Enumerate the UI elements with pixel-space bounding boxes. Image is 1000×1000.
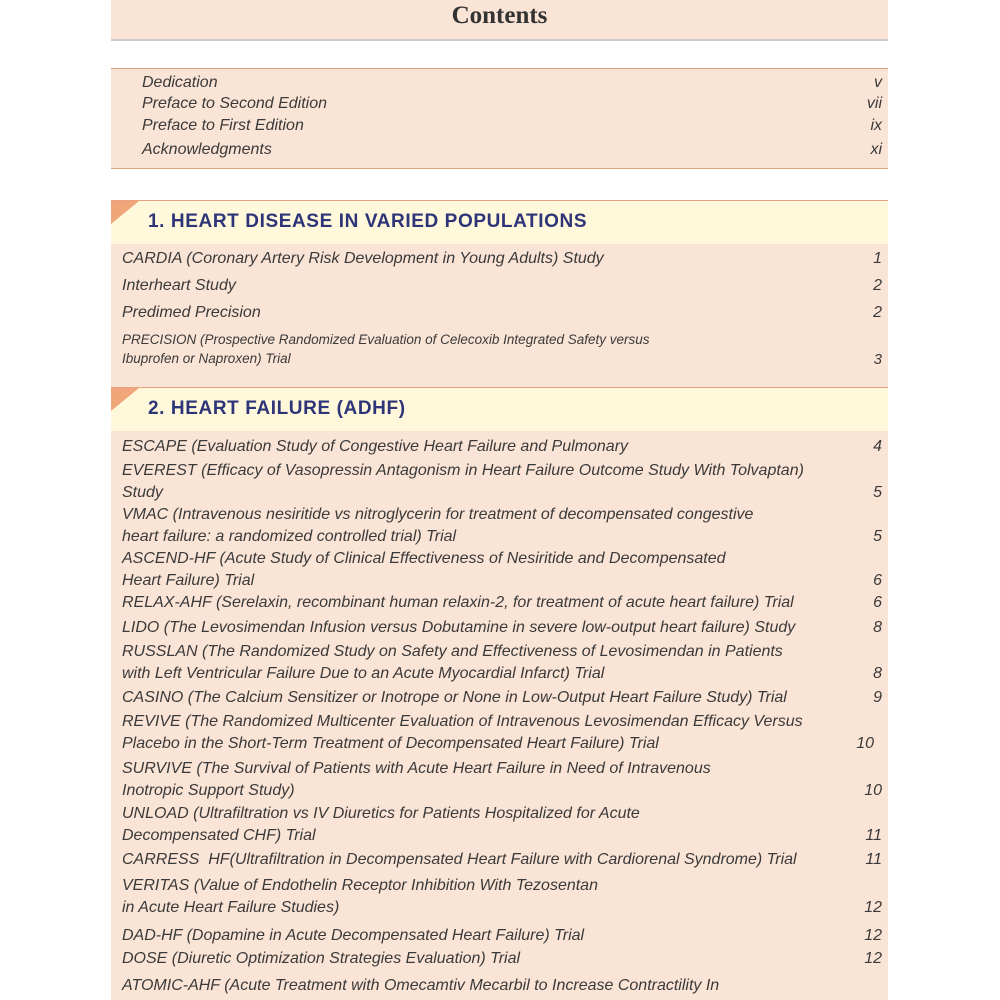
corner-tab-icon xyxy=(111,201,139,224)
toc-entry[interactable] xyxy=(122,759,882,803)
entry-text-line-1: VMAC (Intravenous nesiritide vs nitroglycerin for treatment of decompensated congestive xyxy=(122,506,754,523)
entry-text: CARRESS HF(Ultrafiltration in Decompensated Heart Failure with Cardiorenal Syndrome) Trial xyxy=(122,851,797,868)
entry-page: 11 xyxy=(865,827,882,844)
entry-page: 12 xyxy=(864,950,882,967)
entry-text-line-2: Ibuprofen or Naproxen) Trial xyxy=(122,351,291,366)
section-header xyxy=(111,387,888,431)
front-matter-page: vii xyxy=(866,95,882,112)
entry-text: ESCAPE (Evaluation Study of Congestive Heart Failure and Pulmonary xyxy=(122,438,629,455)
front-matter-label: Dedication xyxy=(142,74,218,91)
entry-page: 1 xyxy=(873,250,882,267)
entry-text-line-2: in Acute Heart Failure Studies) xyxy=(122,899,340,916)
toc-entry[interactable] xyxy=(122,248,882,272)
corner-tab-icon xyxy=(111,388,139,411)
entry-page: 8 xyxy=(873,665,882,682)
entry-page: 2 xyxy=(873,277,882,294)
front-matter-list xyxy=(111,68,888,169)
entry-text-line-2: Decompensated CHF) Trial xyxy=(122,827,316,844)
entry-text-line-2: Study xyxy=(122,484,163,501)
entry-page: 10 xyxy=(856,735,874,752)
front-matter-label: Acknowledgments xyxy=(142,141,272,158)
toc-entry[interactable] xyxy=(122,593,882,615)
section-title: 1. HEART DISEASE IN VARIED POPULATIONS xyxy=(148,211,588,232)
entry-page: 11 xyxy=(865,851,882,868)
toc-entry[interactable] xyxy=(122,437,882,459)
entry-text: LIDO (The Levosimendan Infusion versus Dobutamine in severe low-output heart failure) Study xyxy=(122,619,796,636)
front-matter-item-dedication[interactable] xyxy=(142,72,882,94)
entry-text: DAD-HF (Dopamine in Acute Decompensated Heart Failure) Trial xyxy=(122,927,585,944)
entry-text-line-2: with Left Ventricular Failure Due to an Acute Myocardial Infarct) Trial xyxy=(122,665,605,682)
entry-text-line-1: RUSSLAN (The Randomized Study on Safety and Effectiveness of Levosimendan in Patients xyxy=(122,643,783,660)
section-header xyxy=(111,200,888,244)
entry-page: 2 xyxy=(873,304,882,321)
front-matter-page: xi xyxy=(870,141,882,158)
entry-page: 5 xyxy=(873,484,882,501)
entry-text-line-1: PRECISION (Prospective Randomized Evaluation of Celecoxib Integrated Safety versus xyxy=(122,332,650,347)
entry-text-line-2: Placebo in the Short-Term Treatment of Decompensated Heart Failure) Trial xyxy=(122,735,659,752)
front-matter-item-acknowledgments[interactable] xyxy=(142,139,882,161)
entry-text: Interheart Study xyxy=(122,277,236,294)
entry-text-line-1: SURVIVE (The Survival of Patients with Acute Heart Failure in Need of Intravenous xyxy=(122,760,711,777)
entry-text: Predimed Precision xyxy=(122,304,261,321)
entry-text-line-1: REVIVE (The Randomized Multicenter Evaluation of Intravenous Levosimendan Efficacy Versus xyxy=(122,713,803,730)
contents-page xyxy=(111,0,888,1000)
entry-text-line-2: Heart Failure) Trial xyxy=(122,572,255,589)
entry-text: DOSE (Diuretic Optimization Strategies Evaluation) Trial xyxy=(122,950,521,967)
entry-page: 6 xyxy=(873,572,882,589)
entry-page: 8 xyxy=(873,619,882,636)
section-2 xyxy=(111,387,888,1000)
page-title: Contents xyxy=(451,2,548,29)
toc-entry[interactable] xyxy=(122,876,882,920)
toc-entry[interactable] xyxy=(122,688,882,710)
entry-page: 6 xyxy=(873,594,882,611)
entry-text-line-2: Inotropic Support Study) xyxy=(122,782,295,799)
toc-entry[interactable] xyxy=(122,949,882,971)
entry-text-line-1: VERITAS (Value of Endothelin Receptor Inhibition With Tezosentan xyxy=(122,877,598,894)
toc-entry[interactable] xyxy=(122,804,882,848)
entry-page: 9 xyxy=(873,689,882,706)
toc-entry[interactable] xyxy=(122,302,882,326)
toc-entry[interactable] xyxy=(122,461,882,505)
entry-text: CASINO (The Calcium Sensitizer or Inotrope or None in Low-Output Heart Failure Study) Trial xyxy=(122,689,787,706)
entry-page: 5 xyxy=(873,528,882,545)
front-matter-item-preface-first[interactable] xyxy=(142,115,882,137)
toc-entry[interactable] xyxy=(122,926,882,948)
entry-page: 4 xyxy=(873,438,882,455)
entry-text-line-1: EVEREST (Efficacy of Vasopressin Antagonism in Heart Failure Outcome Study With Tolvaptan) xyxy=(122,462,804,479)
entry-page: 12 xyxy=(864,927,882,944)
front-matter-page: ix xyxy=(870,117,882,134)
entry-page: 3 xyxy=(873,351,882,368)
toc-entry[interactable] xyxy=(122,642,882,686)
toc-entry[interactable] xyxy=(122,850,882,872)
entry-page: 10 xyxy=(864,782,882,799)
entry-text: ATOMIC-AHF (Acute Treatment with Omecamtiv Mecarbil to Increase Contractility In xyxy=(122,977,720,994)
title-band xyxy=(111,0,888,41)
entry-text: CARDIA (Coronary Artery Risk Development in Young Adults) Study xyxy=(122,250,604,267)
toc-entry[interactable] xyxy=(122,275,882,299)
toc-entry[interactable] xyxy=(122,712,882,756)
front-matter-label: Preface to Second Edition xyxy=(142,95,328,112)
entry-text-line-2: heart failure: a randomized controlled trial) Trial xyxy=(122,528,457,545)
toc-entry[interactable] xyxy=(122,549,882,593)
toc-entry[interactable] xyxy=(122,618,882,640)
entry-text: RELAX-AHF (Serelaxin, recombinant human relaxin-2, for treatment of acute heart failure) Trial xyxy=(122,594,794,611)
toc-entry[interactable] xyxy=(122,976,882,1000)
section-1 xyxy=(111,200,888,387)
entry-page: 12 xyxy=(864,899,882,916)
toc-entry[interactable] xyxy=(122,330,882,374)
entry-text-line-1: UNLOAD (Ultrafiltration vs IV Diuretics for Patients Hospitalized for Acute xyxy=(122,805,640,822)
front-matter-label: Preface to First Edition xyxy=(142,117,304,134)
section-title: 2. HEART FAILURE (ADHF) xyxy=(148,398,406,419)
front-matter-page: v xyxy=(874,74,882,91)
toc-entry[interactable] xyxy=(122,505,882,549)
front-matter-item-preface-second[interactable] xyxy=(142,93,882,115)
entry-text-line-1: ASCEND-HF (Acute Study of Clinical Effectiveness of Nesiritide and Decompensated xyxy=(122,550,726,567)
